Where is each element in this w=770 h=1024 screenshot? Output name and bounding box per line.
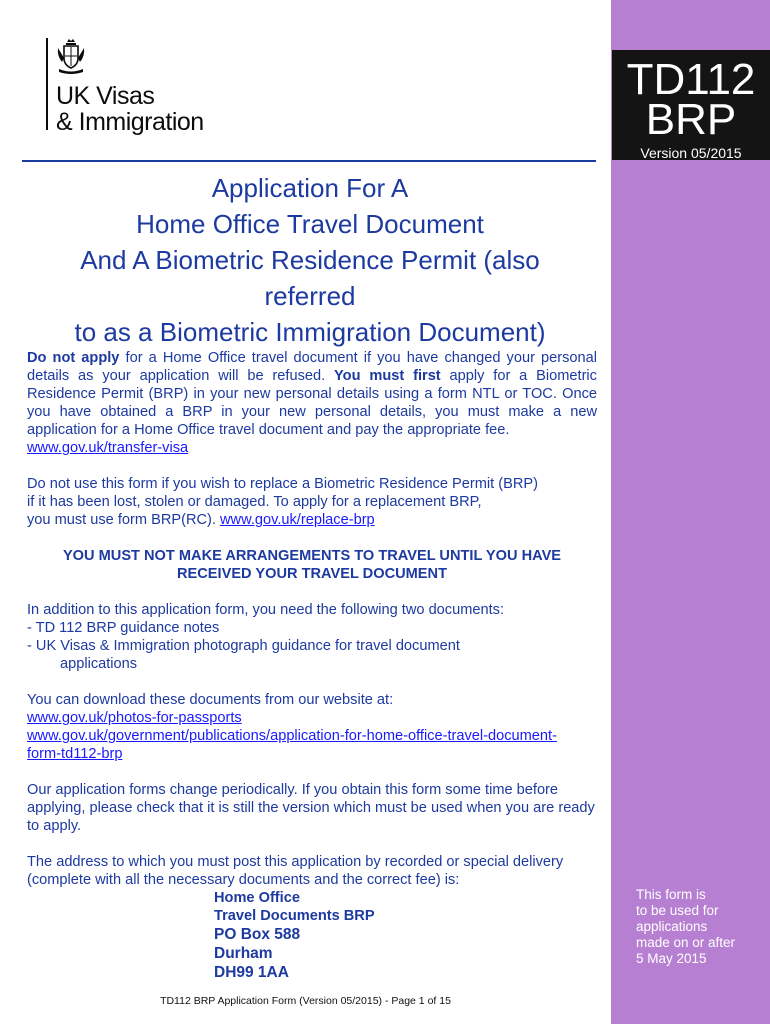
header-divider: [22, 160, 596, 162]
title-line: referred: [264, 281, 356, 311]
form-change-notice: Our application forms change periodically. If you obtain this form some time before applying, please check that it is still the version which must be used when you are ready to apply.: [27, 782, 595, 834]
documents-intro: In addition to this application form, you need the following two documents:: [27, 602, 505, 618]
agency-name-line1: UK Visas: [56, 82, 155, 110]
download-intro: You can download these documents from our website at:: [27, 692, 394, 708]
logo-bar: [46, 38, 48, 130]
document-item: - UK Visas & Immigration photograph guidance for travel document: [27, 638, 460, 654]
address-line: Home Office: [214, 890, 300, 906]
intro-text: for a Home Office travel document if you have changed your personal details as your application will be refused.: [27, 350, 597, 384]
document-item: - TD 112 BRP guidance notes: [27, 620, 220, 636]
page-footer: TD112 BRP Application Form (Version 05/2015) - Page 1 of 15: [160, 995, 451, 1007]
application-publication-link-cont[interactable]: form-td112-brp: [27, 746, 123, 762]
replace-line: you must use form BRP(RC). www.gov.uk/replace-brp: [27, 512, 375, 528]
form-code-box: [612, 50, 770, 160]
document-item-cont: applications: [60, 656, 138, 672]
postal-address: [214, 889, 597, 982]
royal-crest-icon: [56, 38, 86, 76]
form-code-line1: TD112: [626, 55, 756, 104]
intro-text-cont: apply for a Biometric Residence Permit (BRP) in your new personal details using a form NTL or TOC. Once you have obtained a BRP in your new personal details, you must make a new application for a Home Office travel document and pay the appropriate fee.: [27, 368, 597, 438]
address-line: Durham: [214, 945, 273, 962]
form-code-line2: BRP: [645, 95, 737, 144]
page-title: [20, 170, 600, 350]
replace-line: if it has been lost, stolen or damaged. To apply for a replacement BRP,: [27, 494, 482, 510]
title-line: to as a Biometric Immigration Document): [74, 317, 546, 347]
intro-paragraph: [27, 349, 597, 439]
form-version: Version 05/2015: [640, 145, 742, 161]
must-first-text: You must first: [334, 368, 441, 384]
form-body: [27, 349, 597, 982]
address-line: PO Box 588: [214, 926, 301, 943]
address-line: Travel Documents BRP: [214, 908, 375, 924]
title-line: Application For A: [211, 173, 409, 203]
do-not-apply-text: Do not apply: [27, 350, 120, 366]
application-publication-link[interactable]: www.gov.uk/government/publications/application-for-home-office-travel-document-: [27, 728, 557, 744]
replace-line: Do not use this form if you wish to replace a Biometric Residence Permit (BRP): [27, 476, 538, 492]
title-line: And A Biometric Residence Permit (also: [80, 245, 540, 275]
address-line: DH99 1AA: [214, 964, 289, 981]
agency-name-line2: & Immigration: [56, 108, 204, 136]
address-intro: The address to which you must post this application by recorded or special delivery (complete with all the necessary documents and the correct fee) is:: [27, 854, 564, 888]
transfer-visa-link[interactable]: www.gov.uk/transfer-visa: [27, 440, 189, 456]
photos-for-passports-link[interactable]: www.gov.uk/photos-for-passports: [27, 710, 242, 726]
validity-note: This form is to be used for applications made on or after 5 May 2015: [636, 887, 736, 966]
title-line: Home Office Travel Document: [136, 209, 484, 239]
replace-brp-link[interactable]: www.gov.uk/replace-brp: [220, 512, 375, 528]
travel-warning: YOU MUST NOT MAKE ARRANGEMENTS TO TRAVEL UNTIL YOU HAVE RECEIVED YOUR TRAVEL DOCUMENT: [62, 548, 562, 582]
